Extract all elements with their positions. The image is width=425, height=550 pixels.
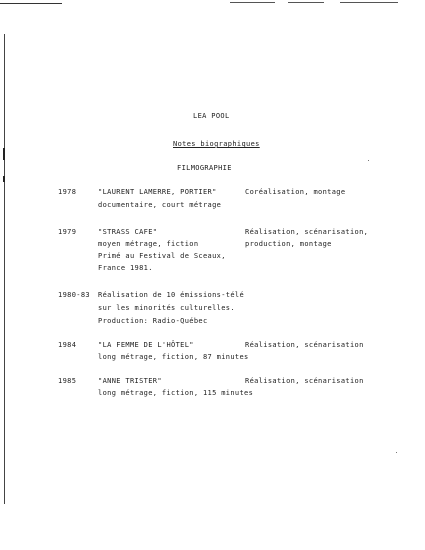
entry-title: "LA FEMME DE L'HÔTEL" — [98, 341, 194, 349]
scan-speck — [368, 160, 369, 161]
entry-title: Réalisation de 10 émissions-télé — [98, 291, 245, 299]
entry-role: Réalisation, scénarisation — [245, 341, 364, 349]
entry-title: "LAURENT LAMERRE, PORTIER" — [98, 188, 217, 196]
entry-role: production, montage — [245, 240, 332, 248]
entry-detail: Production: Radio-Québec — [98, 317, 208, 325]
document-subtitle: Notes biographiques — [173, 140, 260, 148]
entry-role: Coréalisation, montage — [245, 188, 346, 196]
scan-edge-dash — [340, 2, 398, 3]
scan-speck — [396, 452, 397, 453]
entry-detail: documentaire, court métrage — [98, 201, 222, 209]
scan-margin-mark — [3, 176, 5, 182]
entry-title: "ANNE TRISTER" — [98, 377, 162, 385]
entry-role: Réalisation, scénarisation, — [245, 228, 369, 236]
entry-year: 1985 — [58, 377, 77, 385]
scan-edge-line — [0, 3, 62, 4]
scan-edge-dash — [288, 2, 324, 3]
entry-year: 1984 — [58, 341, 77, 349]
entry-detail: long métrage, fiction, 87 minutes — [98, 353, 249, 361]
entry-year: 1979 — [58, 228, 77, 236]
entry-year: 1978 — [58, 188, 77, 196]
entry-role: Réalisation, scénarisation — [245, 377, 364, 385]
entry-detail: moyen métrage, fiction — [98, 240, 199, 248]
entry-detail: long métrage, fiction, 115 minutes — [98, 389, 254, 397]
author-name: LEA POOL — [193, 112, 230, 120]
entry-title: "STRASS CAFE" — [98, 228, 158, 236]
entry-detail: France 1981. — [98, 264, 153, 272]
scan-margin-line — [4, 34, 5, 504]
section-heading: FILMOGRAPHIE — [177, 164, 232, 172]
scan-margin-mark — [3, 148, 5, 160]
entry-detail: sur les minorités culturelles. — [98, 304, 235, 312]
entry-year: 1980-83 — [58, 291, 90, 299]
entry-detail: Primé au Festival de Sceaux, — [98, 252, 226, 260]
scan-edge-dash — [230, 2, 275, 3]
